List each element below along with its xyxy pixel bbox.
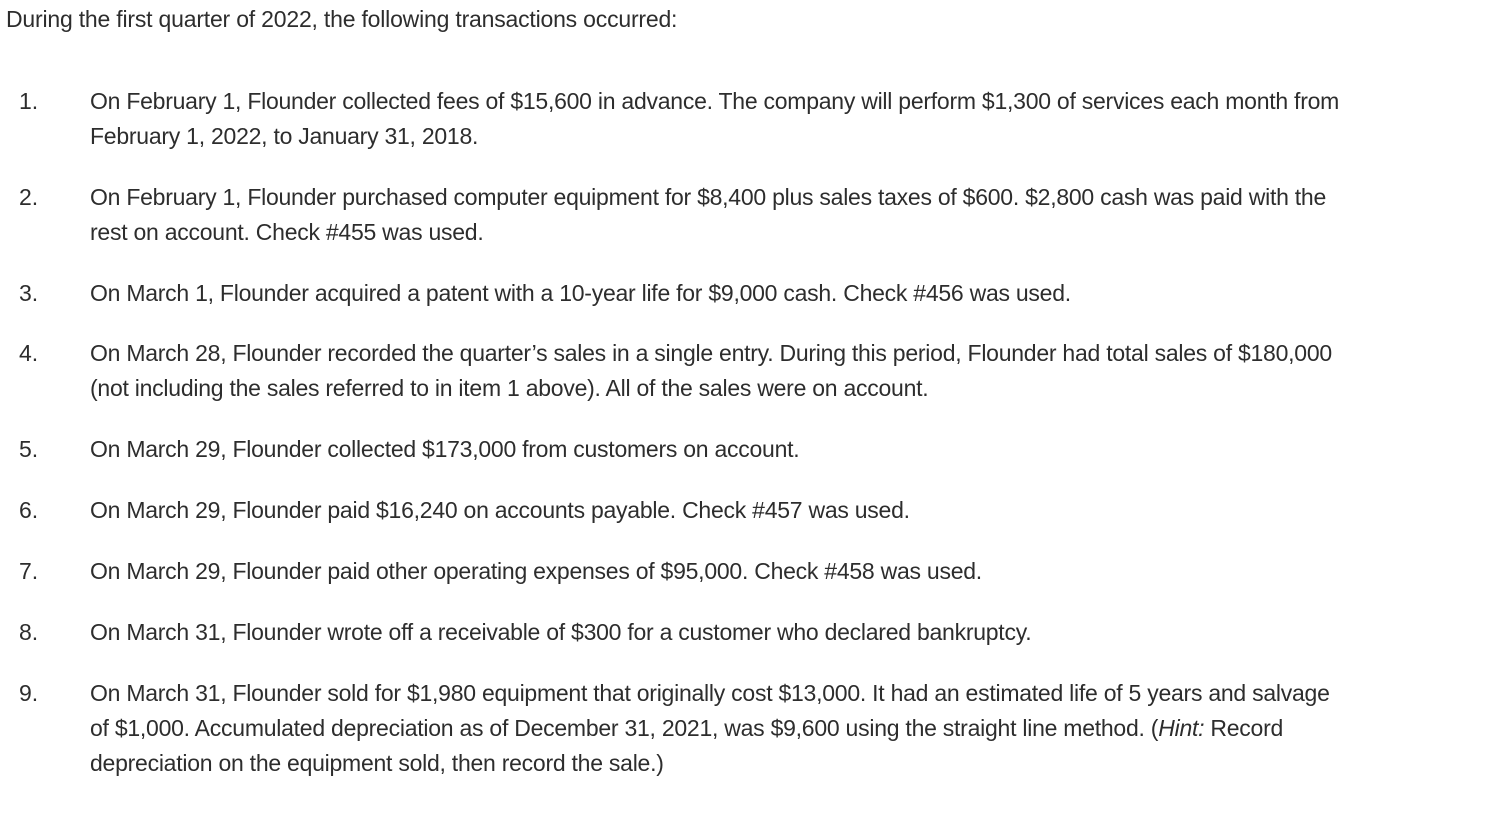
item-line: depreciation on the equipment sold, then record the sale.) (90, 750, 664, 776)
item-line: rest on account. Check #455 was used. (90, 219, 484, 245)
item-line-with-hint (90, 711, 1490, 746)
item-number: 2. (19, 184, 39, 210)
item-text (90, 276, 1490, 311)
intro-text: During the first quarter of 2022, the following transactions occurred: (6, 6, 678, 32)
item-line: On March 29, Flounder paid $16,240 on accounts payable. Check #457 was used. (90, 497, 910, 523)
item-text (90, 432, 1490, 467)
item-text (90, 676, 1490, 781)
item-number: 9. (19, 680, 39, 706)
item-number: 8. (19, 619, 39, 645)
item-line-segment: Record (1204, 715, 1284, 741)
item-number: 6. (19, 497, 39, 523)
item-line-segment: of $1,000. Accumulated depreciation as of December 31, 2021, was $9,600 using the straight line method. ( (90, 715, 1159, 741)
hint-label: Hint: (1158, 715, 1205, 741)
item-text (90, 336, 1490, 406)
item-line: On March 31, Flounder wrote off a receivable of $300 for a customer who declared bankruptcy. (90, 619, 1032, 645)
item-line: On March 28, Flounder recorded the quarter’s sales in a single entry. During this period, Flounder had total sales of $180,000 (90, 340, 1332, 366)
item-line: On March 29, Flounder paid other operating expenses of $95,000. Check #458 was used. (90, 558, 982, 584)
item-number: 4. (19, 340, 39, 366)
item-text (90, 554, 1490, 589)
item-line: On February 1, Flounder purchased computer equipment for $8,400 plus sales taxes of $600. $2,800 cash was paid with the (90, 184, 1327, 210)
item-text (90, 180, 1490, 250)
item-text (90, 84, 1490, 154)
item-number: 7. (19, 558, 39, 584)
item-text (90, 615, 1490, 650)
item-text (90, 493, 1490, 528)
item-line: On February 1, Flounder collected fees of $15,600 in advance. The company will perform $1,300 of services each month from (90, 88, 1340, 114)
item-line: On March 1, Flounder acquired a patent with a 10-year life for $9,000 cash. Check #456 was used. (90, 280, 1071, 306)
item-line: (not including the sales referred to in item 1 above). All of the sales were on account. (90, 375, 929, 401)
item-line: On March 31, Flounder sold for $1,980 equipment that originally cost $13,000. It had an estimated life of 5 years and salvage (90, 680, 1330, 706)
item-number: 5. (19, 436, 39, 462)
item-line: February 1, 2022, to January 31, 2018. (90, 123, 479, 149)
item-number: 1. (19, 88, 39, 114)
item-number: 3. (19, 280, 39, 306)
item-line: On March 29, Flounder collected $173,000 from customers on account. (90, 436, 800, 462)
